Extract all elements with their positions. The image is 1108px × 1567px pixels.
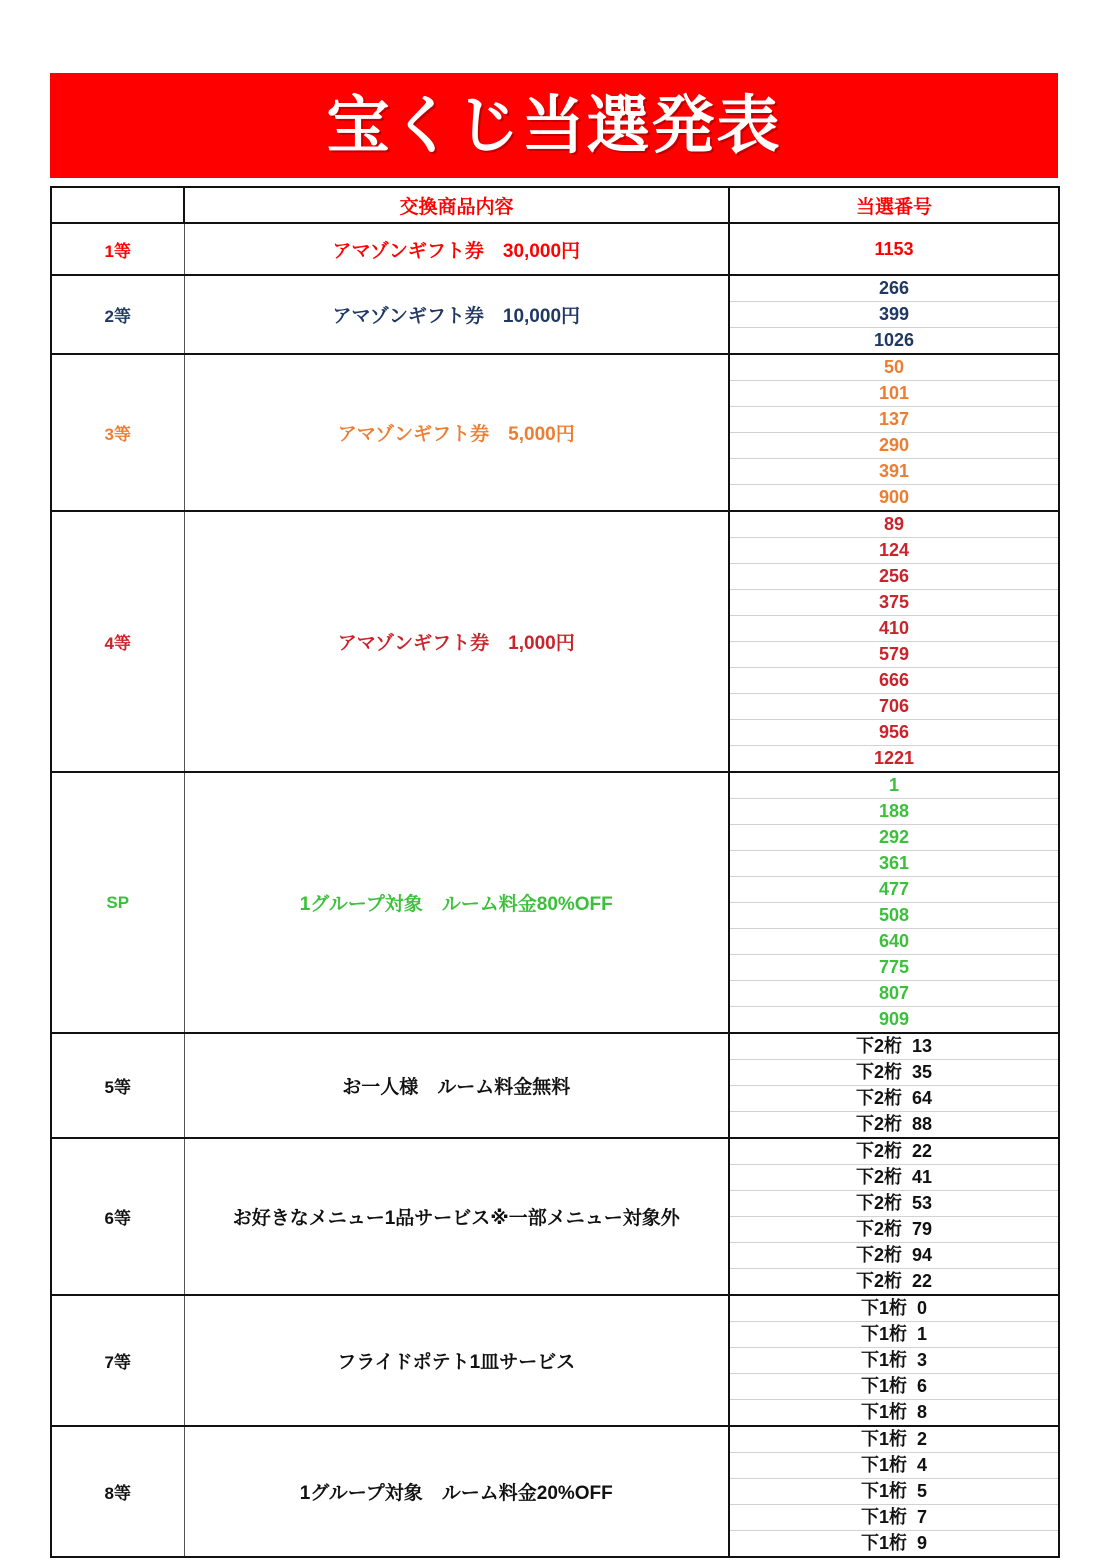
- winning-numbers-cell: [729, 1138, 1059, 1295]
- winning-number: 50: [730, 355, 1058, 381]
- winning-number: 391: [730, 459, 1058, 485]
- prize-rank-label: 4等: [51, 511, 184, 772]
- winning-number: 399: [730, 302, 1058, 328]
- page-title: 宝くじ当選発表: [326, 89, 782, 162]
- title-banner: [50, 73, 1058, 178]
- winning-number-row: [730, 237, 1058, 262]
- winning-number-row: [730, 407, 1058, 433]
- winning-number-row: [730, 1427, 1058, 1453]
- prize-description: アマゾンギフト券 30,000円: [184, 223, 729, 275]
- winning-number: 下1桁 9: [860, 1533, 928, 1553]
- winning-number: 下1桁 1: [730, 1322, 1058, 1348]
- winning-number-row: [730, 1060, 1058, 1086]
- winning-number: 124: [730, 538, 1058, 564]
- winning-number: 640: [730, 929, 1058, 955]
- prize-description: アマゾンギフト券 5,000円: [184, 354, 729, 511]
- prize-rank-label: 5等: [51, 1033, 184, 1138]
- winning-numbers-cell: [729, 1033, 1059, 1138]
- winning-number: 下1桁 7: [730, 1505, 1058, 1531]
- prize-description: お好きなメニュー1品サービス※一部メニュー対象外: [184, 1138, 729, 1295]
- header-rank-blank: [51, 187, 184, 223]
- table-header-row: [51, 187, 1059, 223]
- winning-number-row: [730, 276, 1058, 302]
- winning-number-row: [730, 1086, 1058, 1112]
- winning-numbers-cell: [729, 1295, 1059, 1426]
- winning-number-row: [730, 512, 1058, 538]
- winning-number-list: [730, 1034, 1058, 1137]
- winning-number-row: [730, 1296, 1058, 1322]
- winning-numbers-cell: [729, 354, 1059, 511]
- prize-description: 1グループ対象 ルーム料金20%OFF: [184, 1426, 729, 1557]
- winning-number: 下1桁 2: [730, 1427, 1058, 1453]
- winning-number-list: [730, 1427, 1058, 1556]
- prize-rank-label: 8等: [51, 1426, 184, 1557]
- results-table-container: [50, 186, 1058, 1558]
- prize-row: [51, 1138, 1059, 1295]
- winning-number: 89: [730, 512, 1058, 538]
- winning-numbers-cell: [729, 772, 1059, 1033]
- winning-number-row: [730, 1479, 1058, 1505]
- winning-number-row: [730, 1453, 1058, 1479]
- winning-number-row: [730, 459, 1058, 485]
- winning-number: 1221: [873, 748, 915, 768]
- winning-number-row: [730, 355, 1058, 381]
- winning-number-row: [730, 981, 1058, 1007]
- winning-number-row: [730, 1269, 1058, 1295]
- winning-number: 807: [730, 981, 1058, 1007]
- prize-rank-label: SP: [51, 772, 184, 1033]
- winning-number-row: [730, 799, 1058, 825]
- winning-number: 1026: [873, 330, 915, 350]
- winning-number-row: [730, 485, 1058, 511]
- winning-number-row: [730, 1034, 1058, 1060]
- prize-rank-label: 2等: [51, 275, 184, 354]
- winning-number: 下2桁 79: [730, 1217, 1058, 1243]
- winning-number: 下2桁 53: [730, 1191, 1058, 1217]
- prize-description: フライドポテト1皿サービス: [184, 1295, 729, 1426]
- winning-number: 290: [730, 433, 1058, 459]
- winning-number-row: [730, 328, 1058, 354]
- winning-number-row: [730, 590, 1058, 616]
- prize-rank-label: 6等: [51, 1138, 184, 1295]
- winning-number: 下1桁 3: [730, 1348, 1058, 1374]
- header-description: 交換商品内容: [184, 187, 729, 223]
- winning-number-list: [730, 773, 1058, 1032]
- winning-number: 下2桁 22: [855, 1271, 933, 1291]
- winning-number-row: [730, 1374, 1058, 1400]
- winning-number: 下2桁 88: [855, 1114, 933, 1134]
- winning-number-row: [730, 773, 1058, 799]
- winning-number: 137: [730, 407, 1058, 433]
- winning-number-row: [730, 720, 1058, 746]
- winning-number-row: [730, 1505, 1058, 1531]
- winning-number: 706: [730, 694, 1058, 720]
- winning-number-row: [730, 1139, 1058, 1165]
- prize-description: アマゾンギフト券 10,000円: [184, 275, 729, 354]
- winning-number: 956: [730, 720, 1058, 746]
- winning-number: 下2桁 64: [730, 1086, 1058, 1112]
- winning-number-row: [730, 694, 1058, 720]
- winning-number-row: [730, 1191, 1058, 1217]
- winning-number: 375: [730, 590, 1058, 616]
- winning-number-row: [730, 1007, 1058, 1033]
- winning-number: 1153: [874, 238, 914, 259]
- winning-number: 508: [730, 903, 1058, 929]
- prize-rank-label: 7等: [51, 1295, 184, 1426]
- winning-number: 666: [730, 668, 1058, 694]
- winning-numbers-cell: [729, 1426, 1059, 1557]
- winning-number-row: [730, 851, 1058, 877]
- winning-number-row: [730, 642, 1058, 668]
- winning-number: 下2桁 41: [730, 1165, 1058, 1191]
- winning-number-row: [730, 1112, 1058, 1138]
- prize-description: お一人様 ルーム料金無料: [184, 1033, 729, 1138]
- winning-number-row: [730, 564, 1058, 590]
- winning-number: 361: [730, 851, 1058, 877]
- winning-numbers-cell: [729, 275, 1059, 354]
- prize-rank-label: 3等: [51, 354, 184, 511]
- winning-number: 579: [730, 642, 1058, 668]
- winning-number-row: [730, 877, 1058, 903]
- winning-number-row: [730, 1531, 1058, 1557]
- winning-number-list: [730, 1139, 1058, 1294]
- prize-description: 1グループ対象 ルーム料金80%OFF: [184, 772, 729, 1033]
- winning-number: 1: [730, 773, 1058, 799]
- winning-number-row: [730, 1400, 1058, 1426]
- table-body: [51, 187, 1059, 1557]
- winning-number-row: [730, 433, 1058, 459]
- lottery-results-table: [50, 186, 1060, 1558]
- winning-number-row: [730, 825, 1058, 851]
- winning-number: 下2桁 94: [730, 1243, 1058, 1269]
- winning-number: 775: [730, 955, 1058, 981]
- winning-number-row: [730, 538, 1058, 564]
- winning-numbers-cell: [729, 511, 1059, 772]
- winning-number-list: [730, 512, 1058, 771]
- winning-number: 下1桁 0: [730, 1296, 1058, 1322]
- winning-number-row: [730, 1217, 1058, 1243]
- prize-description: アマゾンギフト券 1,000円: [184, 511, 729, 772]
- winning-number-list: [730, 237, 1058, 262]
- prize-row: [51, 511, 1059, 772]
- winning-number: 477: [730, 877, 1058, 903]
- winning-number-row: [730, 903, 1058, 929]
- winning-number-list: [730, 355, 1058, 510]
- winning-number: 410: [730, 616, 1058, 642]
- winning-number: 下2桁 13: [730, 1034, 1058, 1060]
- prize-row: [51, 772, 1059, 1033]
- winning-number: 188: [730, 799, 1058, 825]
- winning-number-row: [730, 1243, 1058, 1269]
- winning-number-list: [730, 276, 1058, 353]
- winning-number: 下2桁 22: [730, 1139, 1058, 1165]
- winning-number-row: [730, 668, 1058, 694]
- prize-row: [51, 354, 1059, 511]
- winning-number-list: [730, 1296, 1058, 1425]
- winning-number-row: [730, 1322, 1058, 1348]
- winning-number: 900: [878, 487, 910, 507]
- winning-number: 266: [730, 276, 1058, 302]
- winning-number-row: [730, 381, 1058, 407]
- winning-number: 292: [730, 825, 1058, 851]
- winning-number-row: [730, 1165, 1058, 1191]
- winning-number-row: [730, 929, 1058, 955]
- winning-number: 下1桁 6: [730, 1374, 1058, 1400]
- prize-row: [51, 1426, 1059, 1557]
- winning-number-row: [730, 955, 1058, 981]
- winning-number: 下1桁 4: [730, 1453, 1058, 1479]
- prize-rank-label: 1等: [51, 223, 184, 275]
- prize-row: [51, 1295, 1059, 1426]
- prize-row: [51, 1033, 1059, 1138]
- prize-row: [51, 223, 1059, 275]
- winning-number: 下2桁 35: [730, 1060, 1058, 1086]
- winning-number-row: [730, 616, 1058, 642]
- winning-number: 下1桁 8: [860, 1402, 928, 1422]
- winning-numbers-cell: [729, 223, 1059, 275]
- winning-number-row: [730, 1348, 1058, 1374]
- winning-number: 256: [730, 564, 1058, 590]
- winning-number: 下1桁 5: [730, 1479, 1058, 1505]
- header-winning-numbers: 当選番号: [729, 187, 1059, 223]
- winning-number: 101: [730, 381, 1058, 407]
- prize-row: [51, 275, 1059, 354]
- winning-number-row: [730, 746, 1058, 772]
- winning-number: 909: [878, 1009, 910, 1029]
- winning-number-row: [730, 302, 1058, 328]
